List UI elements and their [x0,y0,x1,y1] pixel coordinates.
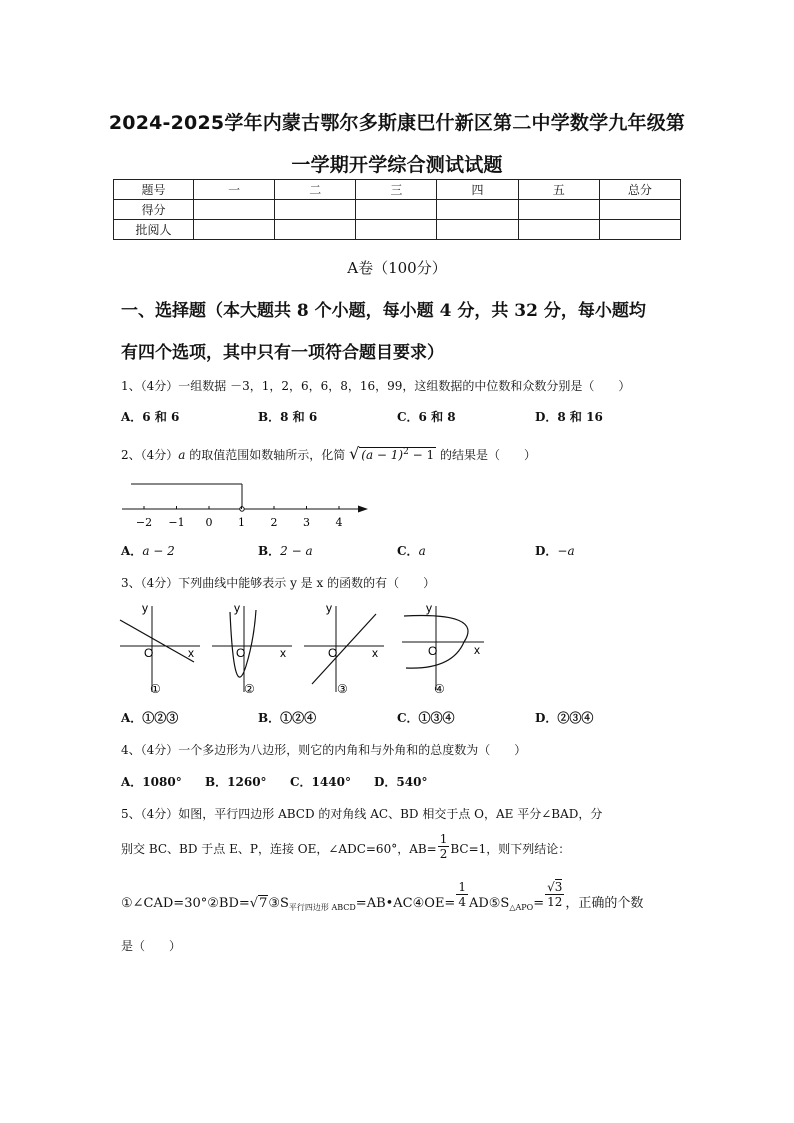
sqrt-sign-icon: √ [349,444,360,463]
title-line-2: 一学期开学综合测试试题 [291,154,503,176]
q1-option-d: D．8 和 16 [535,410,603,424]
q4-option-b: B．1260° [205,775,267,789]
sqrt-sign-icon: √ [249,896,259,911]
score-cell [356,200,437,220]
q2-stem-suffix: 的结果是（ ） [436,448,537,462]
number-line-arrow-icon [358,506,368,513]
q3-graph-2 [208,600,294,698]
score-col-header: 二 [275,180,356,200]
q3-graph-1 [116,600,202,698]
q2-number-line [118,476,378,532]
q3-option-a: A．①②③ [121,711,179,725]
score-table-row [114,200,681,220]
q2-option-a: A．a − 2 [121,544,175,558]
q4-option-c: C．1440° [290,775,351,789]
y-label: y [142,601,148,615]
x-label: x [474,643,480,657]
q5-equals: = [533,896,545,911]
score-table-header-row [114,180,681,200]
score-col-header: 题号 [114,180,194,200]
q5-line2-prefix: 别交 BC、BD 于点 E、P，连接 OE，∠ADC=60°，AB= [121,842,437,856]
score-row-label: 得分 [114,200,194,220]
curve-parabola [230,610,256,677]
x-label: x [372,646,378,660]
sqrt-sign-icon: √ [547,880,555,894]
number-line-tick-label: 1 [238,516,245,529]
q5-line-3 [121,880,643,920]
q1-option-a: A．6 和 6 [121,410,180,424]
q1-option-b: B．8 和 6 [258,410,318,424]
score-cell [437,200,518,220]
q1-stem: 1、（4分）一组数据 －3，1，2，6，6，8，16，99，这组数据的中位数和众数分别是（ ） [121,379,631,393]
score-table [113,179,681,240]
origin-label: O [236,646,246,660]
score-col-header: 总分 [599,180,680,200]
q4-option-d: D．540° [374,775,428,789]
q5-line-1: 5、（4分）如图，平行四边形 ABCD 的对角线 AC、BD 相交于点 O，AE 平分∠BAD，分 [121,807,603,821]
score-cell [275,220,356,240]
number-line-tick-label: −2 [135,516,153,529]
score-cell [437,220,518,240]
score-cell [518,200,599,220]
q5-statement-3b: =AB•AC④OE= [355,896,456,911]
score-row-label: 批阅人 [114,220,194,240]
q3-graph-4 [396,600,488,698]
q2-stem [121,444,536,463]
q3-graph-3 [300,600,386,698]
score-col-header: 四 [437,180,518,200]
origin-label: O [144,646,154,660]
q2-option-b: B．2 − a [258,544,313,558]
q2-option-d: D．−a [535,544,575,558]
q1-option-c: C．6 和 8 [397,410,456,424]
graph-number: ④ [434,682,445,696]
origin-label: O [428,644,438,658]
part1-heading-line-1: 一、选择题（本大题共 8 个小题，每小题 4 分，共 32 分，每小题均 [121,301,646,321]
score-cell [599,200,680,220]
curve-line [120,620,194,662]
q5-line2-suffix: BC=1，则下列结论： [450,842,571,856]
fraction-one-quarter: $\frac{1}{4}$ [458,880,466,909]
q3-option-d: D．②③④ [535,711,594,725]
number-line-tick-label: 0 [205,516,213,529]
number-line-tick-label: 3 [303,516,310,529]
q2-stem-prefix: 2、（4分） [121,448,179,462]
score-cell [194,220,275,240]
origin-label: O [328,646,338,660]
q2-stem-mid: 的取值范围如数轴所示，化简 [185,448,350,462]
number-line-tick-label: 2 [270,516,278,529]
curve-line [312,614,376,684]
q2-tail: − 1 [408,448,435,462]
q4-stem: 4、（4分）一个多边形为八边形，则它的内角和与外角和的总度数为（ ） [121,743,527,757]
score-cell [518,220,599,240]
score-table-row [114,220,681,240]
y-label: y [326,601,332,615]
score-col-header: 一 [194,180,275,200]
graph-number: ② [244,682,255,696]
part1-heading-line-2: 有四个选项，其中只有一项符合题目要求） [121,343,444,363]
q5-line-2 [121,832,570,868]
x-label: x [188,646,194,660]
fraction-one-half: $\frac{1}{2}$ [439,832,448,861]
title-line-1: 2024-2025学年内蒙古鄂尔多斯康巴什新区第二中学数学九年级第 [108,112,686,134]
score-col-header: 三 [356,180,437,200]
y-label: y [234,601,240,615]
x-label: x [280,646,286,660]
number-line-tick-label: −1 [168,516,185,529]
q5-statement-1-2: ①∠CAD=30°②BD= [121,896,250,911]
q5-sub-apo: △APO [509,903,534,912]
q5-sub-parallelogram: 平行四边形 ABCD [288,903,356,912]
sqrt-seven: √7 [249,896,268,911]
q3-option-c: C．①③④ [397,711,455,725]
q2-exponent: 2 [403,447,409,457]
q2-radicand: (a − 1) [361,448,404,462]
graph-number: ③ [337,682,348,696]
score-cell [194,200,275,220]
q5-line3-tail: ，正确的个数 [565,896,644,911]
graph-number: ① [150,682,161,696]
q5-statement-3: ③S [268,896,289,911]
q2-radical [349,444,436,463]
fraction-sqrt3-over-12: $\frac{√3}{12}$ [547,880,563,909]
q2-option-c: C．a [397,544,426,558]
q3-stem: 3、（4分）下列曲线中能够表示 y 是 x 的函数的有（ ） [121,576,436,590]
score-cell [275,200,356,220]
number-line-tick-label: 4 [335,516,343,529]
score-cell [356,220,437,240]
score-col-header: 五 [518,180,599,200]
q4-option-a: A．1080° [121,775,182,789]
q5-line-4: 是（ ） [121,939,182,953]
q5-statement-4-5: AD⑤S [468,896,510,911]
section-a-heading: A卷（100分） [347,259,447,277]
q2-var: a [178,448,186,462]
y-label: y [426,601,432,615]
score-cell [599,220,680,240]
q3-option-b: B．①②④ [258,711,317,725]
